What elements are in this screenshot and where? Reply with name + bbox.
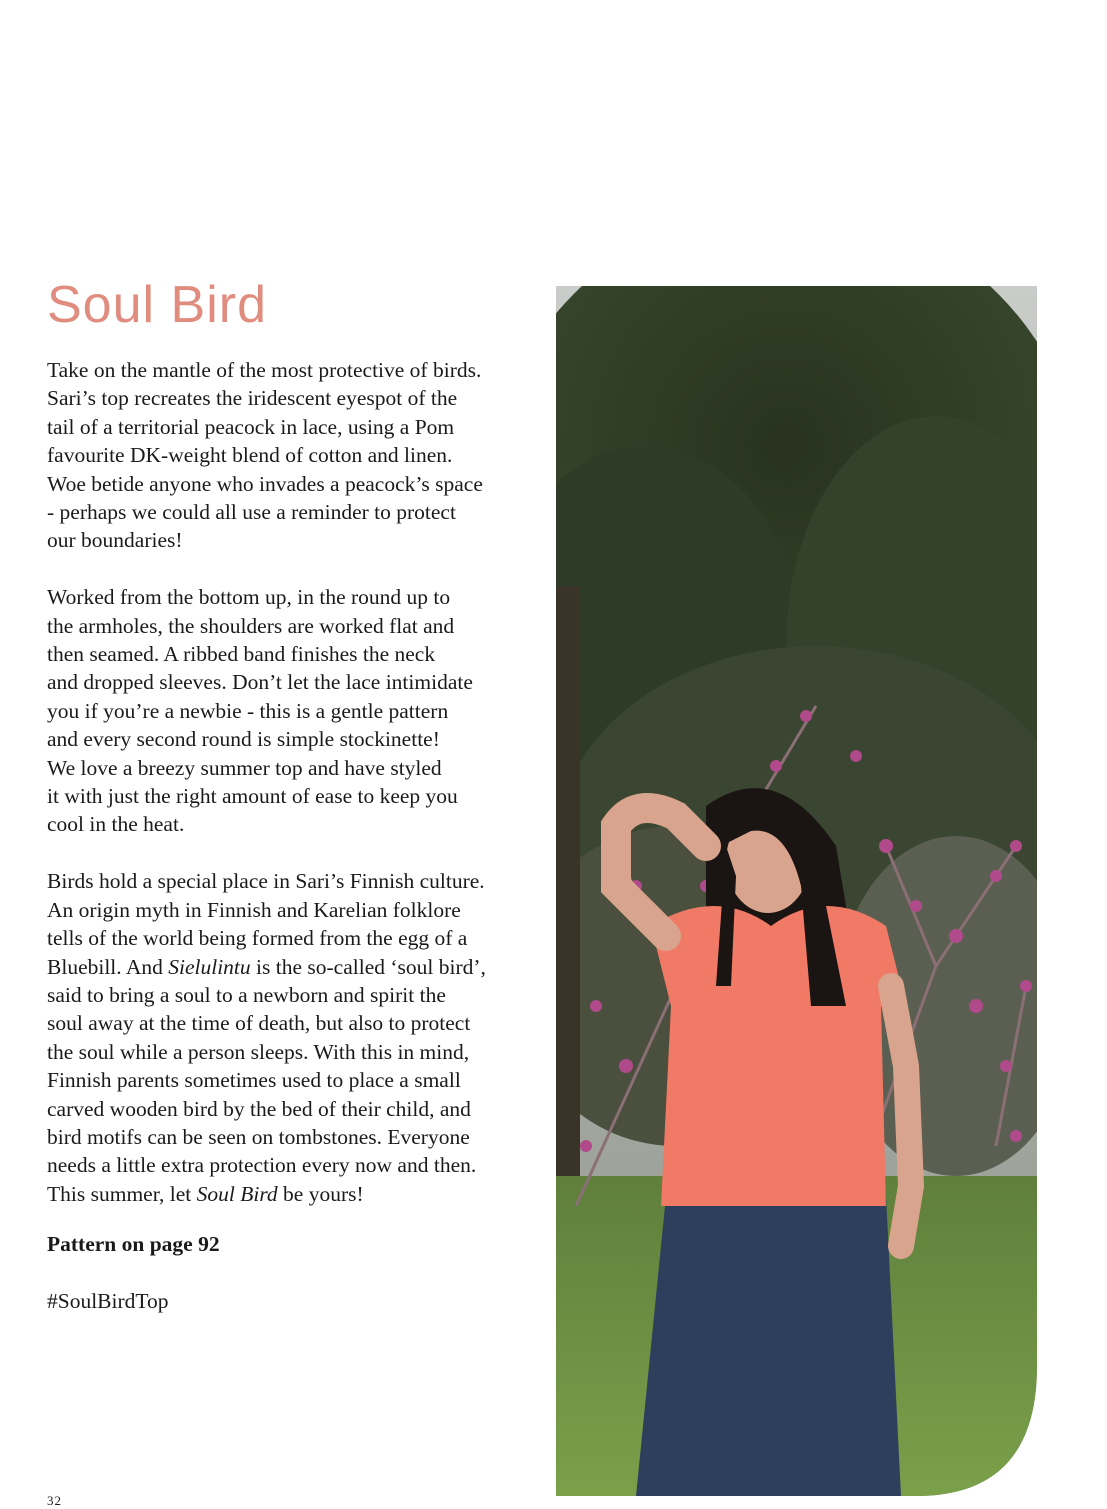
pattern-reference: Pattern on page 92 (47, 1232, 220, 1257)
culture-text-3: be yours! (277, 1181, 364, 1206)
culture-paragraph (47, 867, 537, 1208)
hashtag: #SoulBirdTop (47, 1288, 169, 1313)
article-body (47, 356, 537, 1344)
sielulintu-term: Sielulintu (168, 954, 251, 979)
article-title: Soul Bird (47, 276, 267, 334)
culture-text-2: is the so-called ‘soul bird’, said to bring a soul to a newborn and spirit the soul away at the time of death, but also to protect the soul while a person sleeps. With this in mind, Finnish parents sometimes used to place a small carved wooden bird by the bed of their child, and bird motifs can be seen on tombstones. Everyone needs a little extra protection every now and then. This summer, let (47, 954, 486, 1206)
culture-text-1: Birds hold a special place in Sari’s Finnish culture. An origin myth in Finnish and Karelian folklore tells of the world being formed from the egg of a Bluebill. And (47, 869, 485, 979)
page-number: 32 (47, 1493, 62, 1508)
model-photo (556, 286, 1037, 1496)
intro-paragraph: Take on the mantle of the most protective of birds. Sari’s top recreates the iridescent eyespot of the tail of a territorial peacock in lace, using a Pom favourite DK-weight blend of cotton and linen. Woe betide anyone who invades a peacock’s space - perhaps we could all use a reminder to protect our boundaries! (47, 358, 483, 553)
construction-paragraph: Worked from the bottom up, in the round up to the armholes, the shoulders are worked flat and then seamed. A ribbed band finishes the neck and dropped sleeves. Don’t let the lace intimidate you if you’re a newbie - this is a gentle pattern and every second round is simple stockinette! We love a breezy summer top and have styled it with just the right amount of ease to keep you cool in the heat. (47, 585, 473, 837)
soul-bird-name: Soul Bird (196, 1181, 278, 1206)
